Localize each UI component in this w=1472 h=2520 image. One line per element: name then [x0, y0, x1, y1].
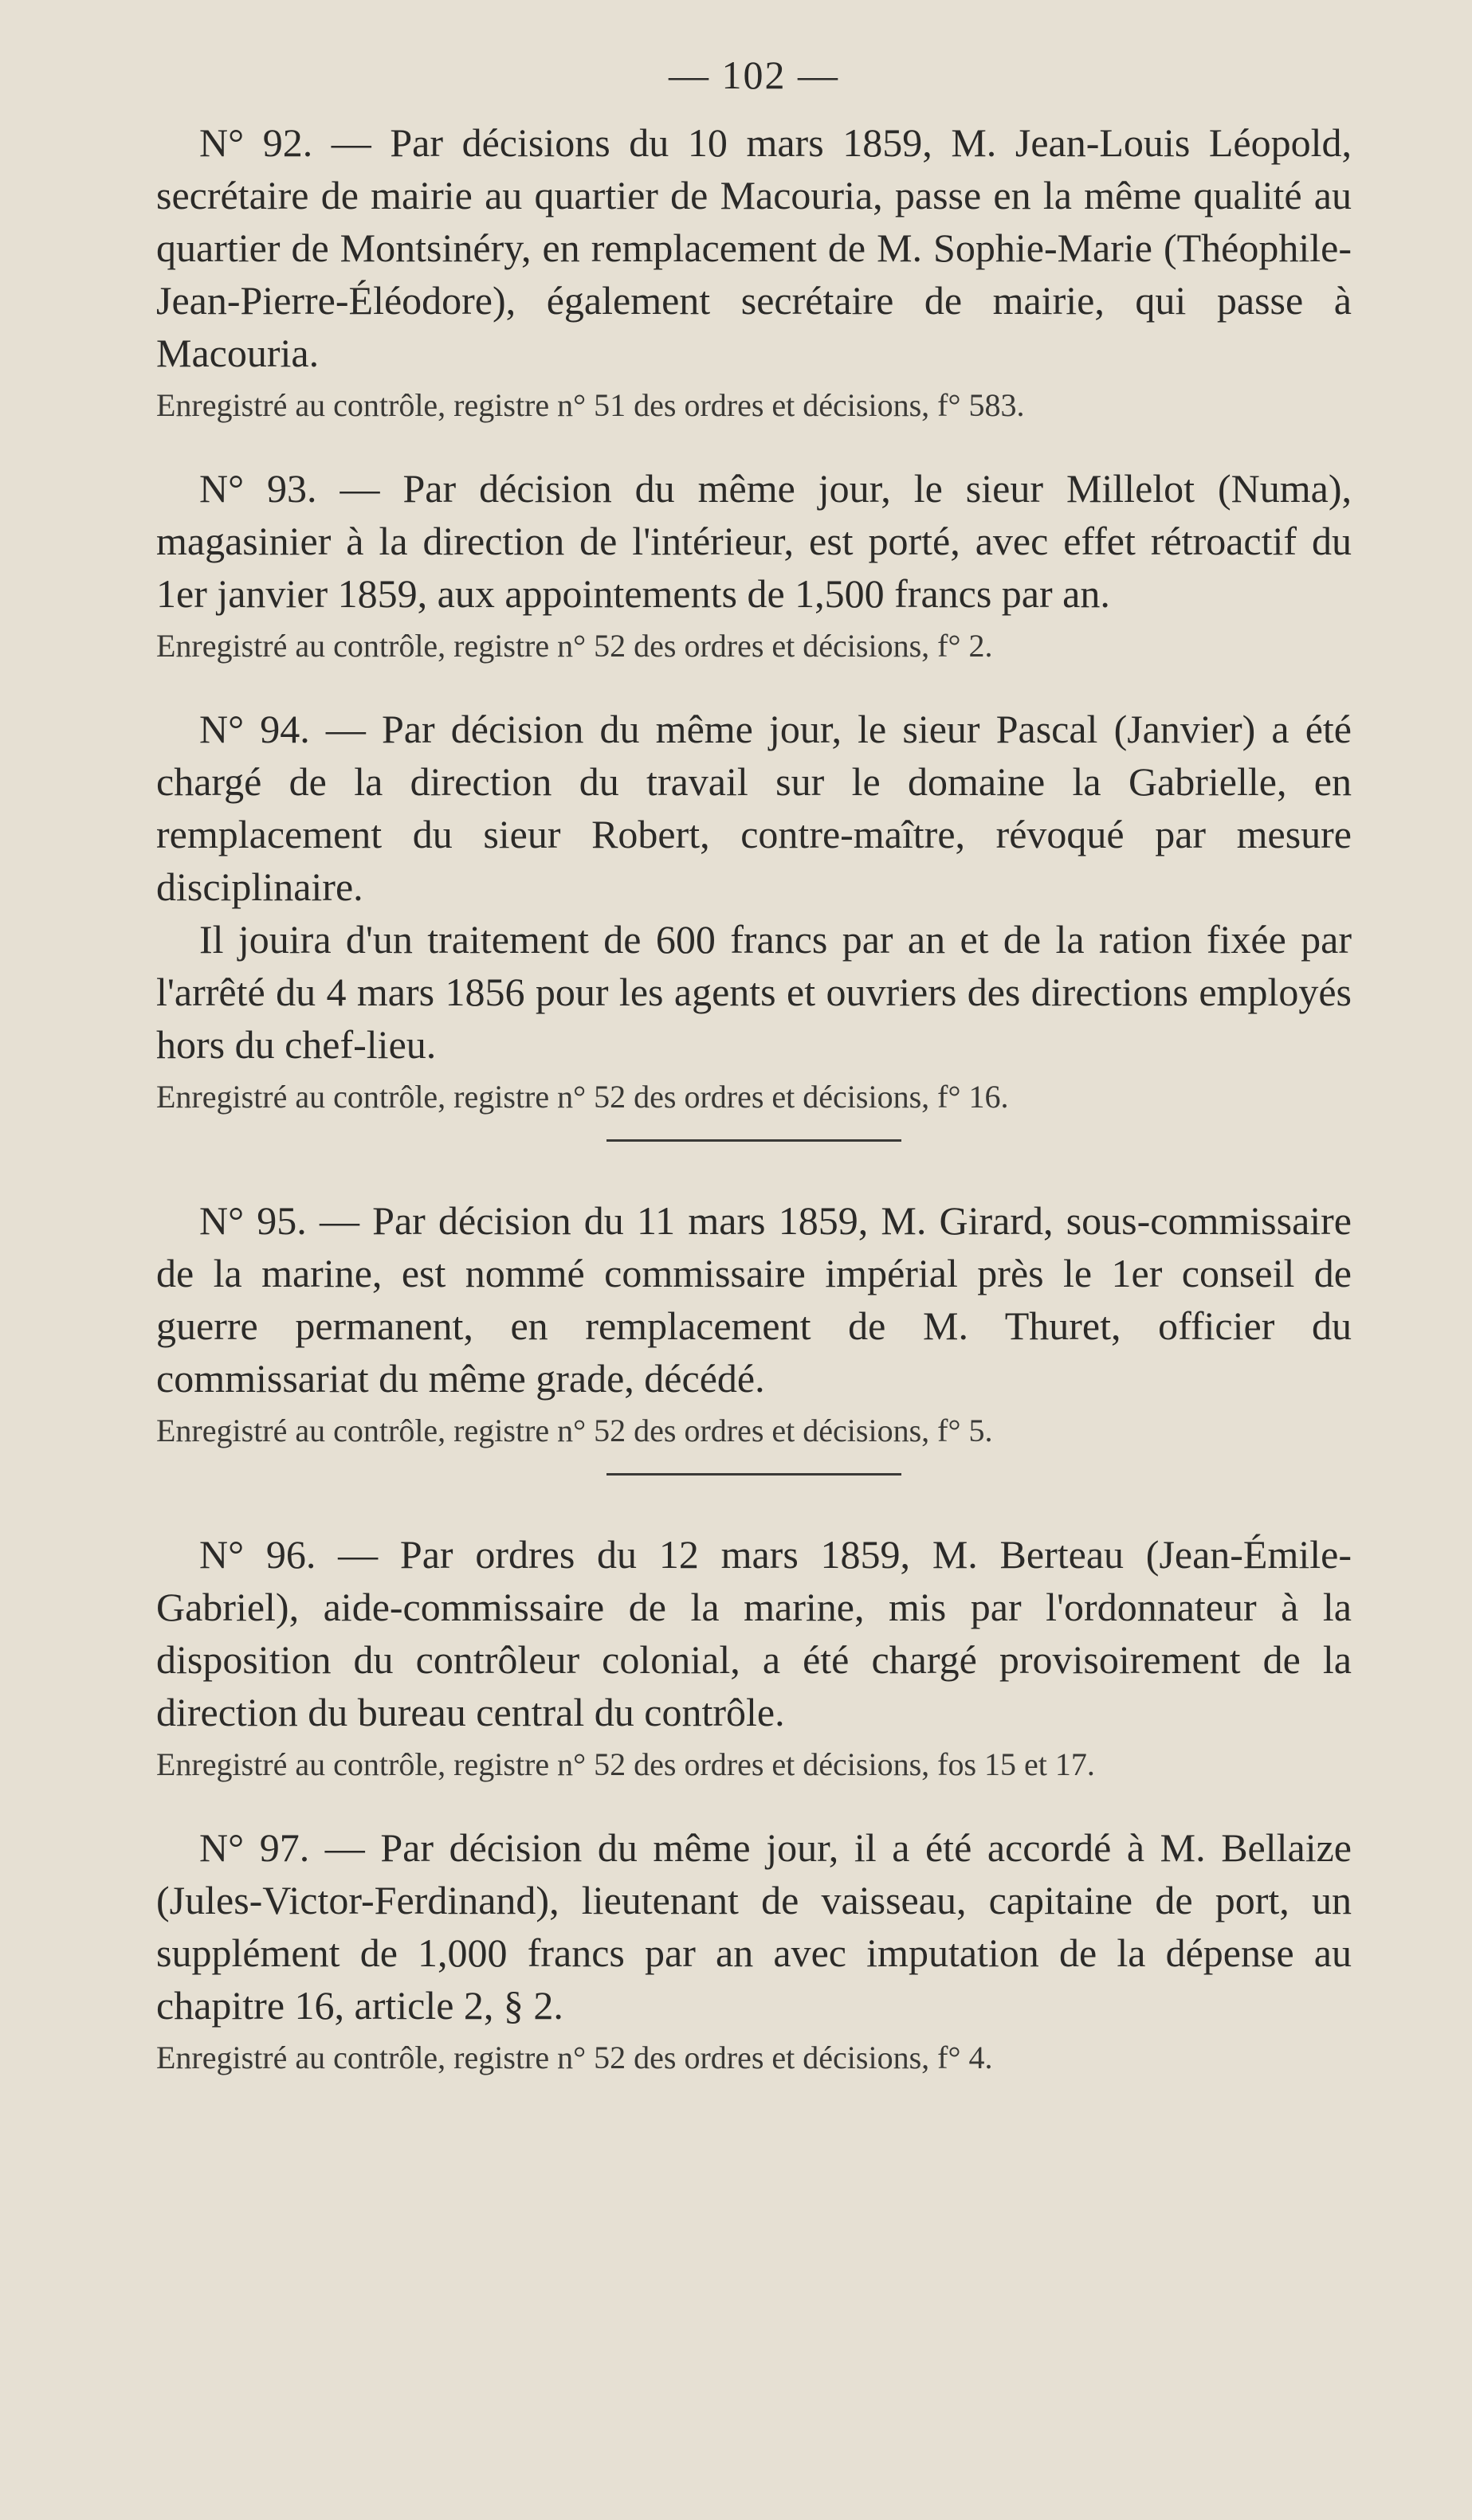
spacer [156, 1476, 1352, 1528]
entry-paragraph: N° 97. — Par décision du même jour, il a été accordé à M. Bellaize (Jules-Victor-Ferdinand), lieutenant de vaisseau, capitaine de port, un supplément de 1,000 francs par an avec imputation de la dépense au chapitre 16, article 2, § 2. [156, 1825, 1352, 2028]
decision-entry-97 [156, 1821, 1352, 2079]
entry-paragraph: N° 95. — Par décision du 11 mars 1859, M. Girard, sous-commissaire de la marine, est nommé commissaire impérial près le 1er conseil de guerre permanent, en remplacement de M. Thuret, officier du commissariat du même grade, décédé. [156, 1198, 1352, 1401]
decision-entry-92 [156, 116, 1352, 427]
spacer [156, 1786, 1352, 1821]
spacer [156, 1142, 1352, 1194]
decision-entry-96 [156, 1528, 1352, 1786]
registration-note: Enregistré au contrôle, registre n° 52 des ordres et décisions, fos 15 et 17. [156, 1746, 1095, 1782]
registration-note: Enregistré au contrôle, registre n° 52 des ordres et décisions, f° 5. [156, 1413, 993, 1448]
entry-paragraph: N° 92. — Par décisions du 10 mars 1859, M. Jean-Louis Léopold, secrétaire de mairie au quartier de Macouria, passe en la même qualité au quartier de Montsinéry, en remplacement de M. Sophie-Marie (Théophile-Jean-Pierre-Éléodore), également secrétaire de mairie, qui passe à Macouria. [156, 120, 1352, 375]
spacer [156, 1119, 1352, 1139]
page-number: — 102 — [669, 53, 839, 97]
entry-paragraph: N° 93. — Par décision du même jour, le sieur Millelot (Numa), magasinier à la direction de l'intérieur, est porté, avec effet rétroactif du 1er janvier 1859, aux appointements de 1,500 francs par an. [156, 466, 1352, 616]
registration-note: Enregistré au contrôle, registre n° 52 des ordres et décisions, f° 2. [156, 628, 993, 664]
decision-entry-94 [156, 703, 1352, 1119]
entry-paragraph: Il jouira d'un traitement de 600 francs par an et de la ration fixée par l'arrêté du 4 mars 1856 pour les agents et ouvriers des directions employés hors du chef-lieu. [156, 917, 1352, 1067]
document-page [156, 51, 1352, 2079]
registration-note: Enregistré au contrôle, registre n° 52 des ordres et décisions, f° 4. [156, 2040, 993, 2075]
decision-entry-93 [156, 462, 1352, 668]
spacer [156, 1452, 1352, 1473]
entry-paragraph: N° 96. — Par ordres du 12 mars 1859, M. Berteau (Jean-Émile-Gabriel), aide-commissaire de la marine, mis par l'ordonnateur à la disposition du contrôleur colonial, a été chargé provisoirement de la direction du bureau central du contrôle. [156, 1532, 1352, 1734]
registration-note: Enregistré au contrôle, registre n° 52 des ordres et décisions, f° 16. [156, 1079, 1009, 1115]
spacer [156, 427, 1352, 462]
decision-entry-95 [156, 1194, 1352, 1452]
registration-note: Enregistré au contrôle, registre n° 51 des ordres et décisions, f° 583. [156, 387, 1025, 423]
spacer [156, 668, 1352, 703]
entry-paragraph: N° 94. — Par décision du même jour, le sieur Pascal (Janvier) a été chargé de la direction du travail sur le domaine la Gabrielle, en remplacement du sieur Robert, contre-maître, révoqué par mesure disciplinaire. [156, 707, 1352, 909]
